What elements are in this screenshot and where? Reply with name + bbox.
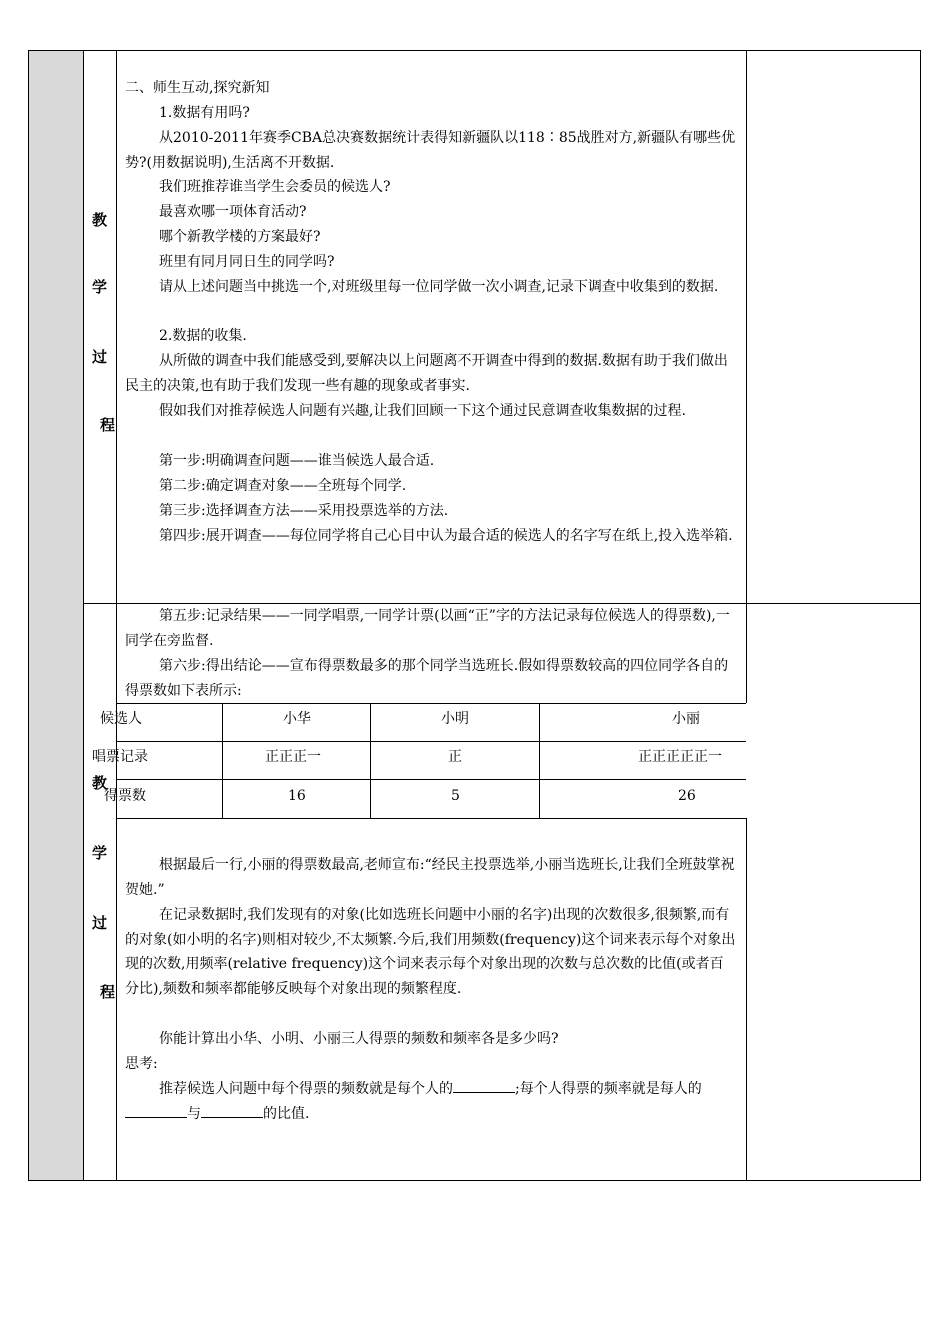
- table-cell: 正正正一: [265, 749, 321, 765]
- table-right-border: [920, 50, 921, 1181]
- table-cell: 26: [678, 788, 696, 804]
- table-cell: 得票数: [104, 788, 146, 804]
- table-cell: 唱票记录: [92, 749, 148, 765]
- paragraph: 假如我们对推荐候选人问题有兴趣,让我们回顾一下这个通过民意调查收集数据的过程.: [159, 403, 686, 419]
- paragraph: 在记录数据时,我们发现有的对象(比如选班长问题中小丽的名字)出现的次数很多,很频繁,而有的对象(如小明的名字)则相对较少,不太频繁.今后,我们用频数(frequency)这个词来表示每个对象出现的次数,用频率(relative frequency)这个词来表示每个对象出现的次数与总次数的比值(或者百分比),频数和频率都能够反映每个对象出现的频繁程度.: [125, 907, 736, 997]
- paragraph: 你能计算出小华、小明、小丽三人得票的频数和频率各是多少吗?: [159, 1031, 559, 1047]
- answer-blank[interactable]: [125, 1103, 187, 1118]
- side-label-char: 学: [92, 844, 108, 862]
- question-text: 与: [187, 1105, 201, 1122]
- vote-table-col-line: [222, 703, 223, 819]
- table-cell: 16: [288, 788, 306, 804]
- column-divider-2: [116, 50, 117, 1181]
- side-label-char: 教: [92, 774, 108, 792]
- table-cell: 正正正正正一: [638, 749, 722, 765]
- paragraph: 最喜欢哪一项体育活动?: [159, 204, 307, 220]
- table-header-cell: 小丽: [672, 711, 700, 727]
- table-header-cell: 候选人: [100, 711, 142, 727]
- paragraph: 第四步:展开调查——每位同学将自己心目中认为最合适的候选人的名字写在纸上,投入选举箱.: [159, 528, 733, 544]
- paragraph: 第一步:明确调查问题——谁当候选人最合适.: [159, 453, 435, 469]
- paragraph: 第二步:确定调查对象——全班每个同学.: [159, 478, 407, 494]
- side-label-char: 学: [92, 278, 108, 296]
- column-divider-3: [746, 50, 747, 703]
- table-header-cell: 小华: [283, 711, 311, 727]
- paragraph: 第五步:记录结果——一同学唱票,一同学计票(以画“正”字的方法记录每位候选人的得票数),一同学在旁监督.: [125, 608, 730, 649]
- paragraph: 哪个新教学楼的方案最好?: [159, 229, 321, 245]
- side-label-char: 过: [92, 914, 108, 932]
- paragraph: 我们班推荐谁当学生会委员的候选人?: [159, 179, 391, 195]
- vote-table-col-line: [539, 703, 540, 819]
- table-top-border: [28, 50, 921, 51]
- gray-margin-column: [28, 50, 83, 1180]
- side-label-char: 程: [100, 983, 116, 1001]
- paragraph: 1.数据有用吗?: [159, 105, 250, 121]
- paragraph: 2.数据的收集.: [159, 328, 247, 344]
- vote-table-bottom: [116, 818, 746, 819]
- paragraph: 第三步:选择调查方法——采用投票选举的方法.: [159, 503, 449, 519]
- question-text: 的比值.: [263, 1105, 310, 1122]
- vote-table-col-line: [370, 703, 371, 819]
- column-divider-1: [83, 50, 84, 1181]
- question-text: 推荐候选人问题中每个得票的频数就是每个人的: [159, 1081, 453, 1097]
- fill-in-question: [125, 1077, 737, 1126]
- vote-table-row-line: [116, 741, 746, 742]
- table-cell: 5: [451, 788, 460, 804]
- table-left-border: [28, 50, 29, 1181]
- answer-blank[interactable]: [453, 1078, 515, 1093]
- side-label-char: 教: [92, 211, 108, 229]
- think-label: 思考:: [125, 1056, 158, 1072]
- table-header-cell: 小明: [441, 711, 469, 727]
- question-text: ;每个人得票的频率就是每人的: [515, 1081, 702, 1097]
- paragraph: 班里有同月同日生的同学吗?: [159, 254, 335, 270]
- paragraph: 从2010-2011年赛季CBA总决赛数据统计表得知新疆队以118∶85战胜对方,新疆队有哪些优势?(用数据说明),生活离不开数据.: [125, 130, 736, 171]
- paragraph: 请从上述问题当中挑选一个,对班级里每一位同学做一次小调查,记录下调查中收集到的数据.: [159, 279, 719, 295]
- table-cell: 正: [448, 749, 462, 765]
- paragraph: 根据最后一行,小丽的得票数最高,老师宣布:“经民主投票选举,小丽当选班长,让我们全班鼓掌祝贺她.”: [125, 857, 735, 898]
- vote-table-row-line: [116, 779, 746, 780]
- side-label-char: 程: [100, 416, 116, 434]
- paragraph: 第六步:得出结论——宣布得票数最多的那个同学当选班长.假如得票数较高的四位同学各自的得票数如下表所示:: [125, 658, 729, 699]
- column-divider-3-lower: [746, 818, 747, 1181]
- section-heading: 二、师生互动,探究新知: [125, 80, 270, 96]
- side-label-char: 过: [92, 348, 108, 366]
- answer-blank[interactable]: [201, 1103, 263, 1118]
- paragraph: 从所做的调查中我们能感受到,要解决以上问题离不开调查中得到的数据.数据有助于我们做出民主的决策,也有助于我们发现一些有趣的现象或者事实.: [125, 353, 728, 394]
- table-bottom-border: [28, 1180, 921, 1181]
- vote-table-top: [116, 703, 746, 704]
